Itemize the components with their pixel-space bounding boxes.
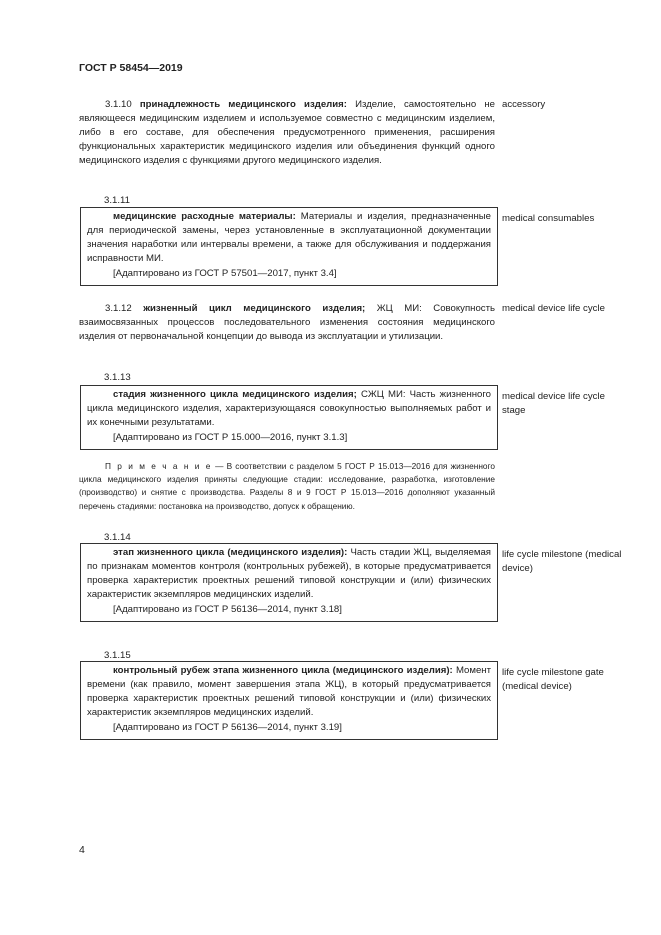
entry-source: [Адаптировано из ГОСТ Р 56136—2014, пункт 3.18]	[113, 604, 342, 616]
entry-term: этап жизненного цикла (медицинского изделия):	[113, 547, 348, 558]
english-term-3-1-14: life cycle milestone (medical device)	[502, 549, 622, 575]
english-term-3-1-10: accessory	[502, 99, 546, 110]
entry-definition: СЖЦ МИ: Часть жизненного цикла медицинского изделия, характеризующаяся совокупностью выполняемых работ и их конечными результатами.	[87, 389, 492, 429]
entry-3-1-15-box	[80, 661, 498, 740]
entry-term: принадлежность медицинского изделия:	[139, 99, 347, 110]
entry-number-3-1-14: 3.1.14	[104, 532, 131, 543]
entry-definition: Материалы и изделия, предназначенные для периодической замены, через установленные в эксплуатационной документации значения наработки или интервалы времени, а также для обслуживания и поддержания исправности МИ.	[87, 211, 492, 265]
entry-number: 3.1.12	[105, 303, 132, 314]
entry-definition: Момент времени (как правило, момент завершения этапа ЖЦ), в который предусматривается проверка характеристик проектных решений типовой конструкции и (или) физических характеристик экземпляров медицинских изделий.	[87, 665, 491, 719]
entry-3-1-14-box	[80, 543, 498, 622]
entry-number-3-1-13: 3.1.13	[104, 372, 131, 383]
entry-source: [Адаптировано из ГОСТ Р 15.000—2016, пункт 3.1.3]	[113, 432, 348, 444]
note-label: П р и м е ч а н и е	[105, 461, 213, 471]
entry-number-3-1-15: 3.1.15	[104, 650, 131, 661]
entry-term: медицинские расходные материалы:	[113, 211, 296, 222]
entry-term: жизненный цикл медицинского изделия;	[143, 303, 366, 314]
english-term-3-1-11: medical consumables	[502, 213, 595, 224]
entry-3-1-12	[79, 302, 495, 344]
entry-source: [Адаптировано из ГОСТ Р 57501—2017, пункт 3.4]	[113, 268, 337, 280]
entry-3-1-13-box	[80, 385, 498, 450]
entry-3-1-11-box	[80, 207, 498, 286]
entry-term: стадия жизненного цикла медицинского изделия;	[113, 389, 357, 400]
entry-3-1-13-note	[79, 460, 495, 513]
entry-3-1-10	[79, 98, 495, 168]
entry-number: 3.1.10	[105, 99, 132, 110]
page-number: 4	[79, 844, 85, 856]
entry-term: контрольный рубеж этапа жизненного цикла (медицинского изделия):	[113, 665, 453, 676]
note-text: — В соответствии с разделом 5 ГОСТ Р 15.013—2016 для жизненного цикла медицинского изделия приняты следующие стадии: исследование, разработка, изготовление (производство) и снятие с производства. Разделы 8 и 9 ГОСТ Р 15.013—2016 дополняют указанный перечень стадиями: постановка на производство, допуск к обращению.	[79, 461, 495, 511]
entry-definition: Изделие, самостоятельно не являющееся медицинским изделием и используемое совместно с медицинским изделием, либо в его составе, для обеспечения предусмотренного применения, расширения функциональных характеристик медицинского изделия или объединения функций одного медицинского изделия с функциями другого медицинского изделия.	[79, 99, 495, 167]
page-header-standard-id: ГОСТ Р 58454—2019	[79, 62, 183, 74]
english-term-3-1-13: medical device life cycle stage	[502, 391, 605, 417]
entry-definition: ЖЦ МИ: Совокупность взаимосвязанных процессов последовательного изменения состояния медицинского изделия от первоначальной концепции до вывода из эксплуатации и утилизации.	[79, 303, 495, 343]
english-term-3-1-12: medical device life cycle	[502, 303, 605, 314]
entry-number-3-1-11: 3.1.11	[104, 195, 130, 206]
entry-source: [Адаптировано из ГОСТ Р 56136—2014, пункт 3.19]	[113, 722, 342, 734]
english-term-3-1-15: life cycle milestone gate (medical device)	[502, 667, 604, 693]
entry-definition: Часть стадии ЖЦ, выделяемая по признакам моментов контроля (контрольных рубежей), в которые предусматривается проверка характеристик проектных решений типовой конструкции и (или) физических характеристик экземпляров медицинских изделий.	[87, 547, 491, 601]
